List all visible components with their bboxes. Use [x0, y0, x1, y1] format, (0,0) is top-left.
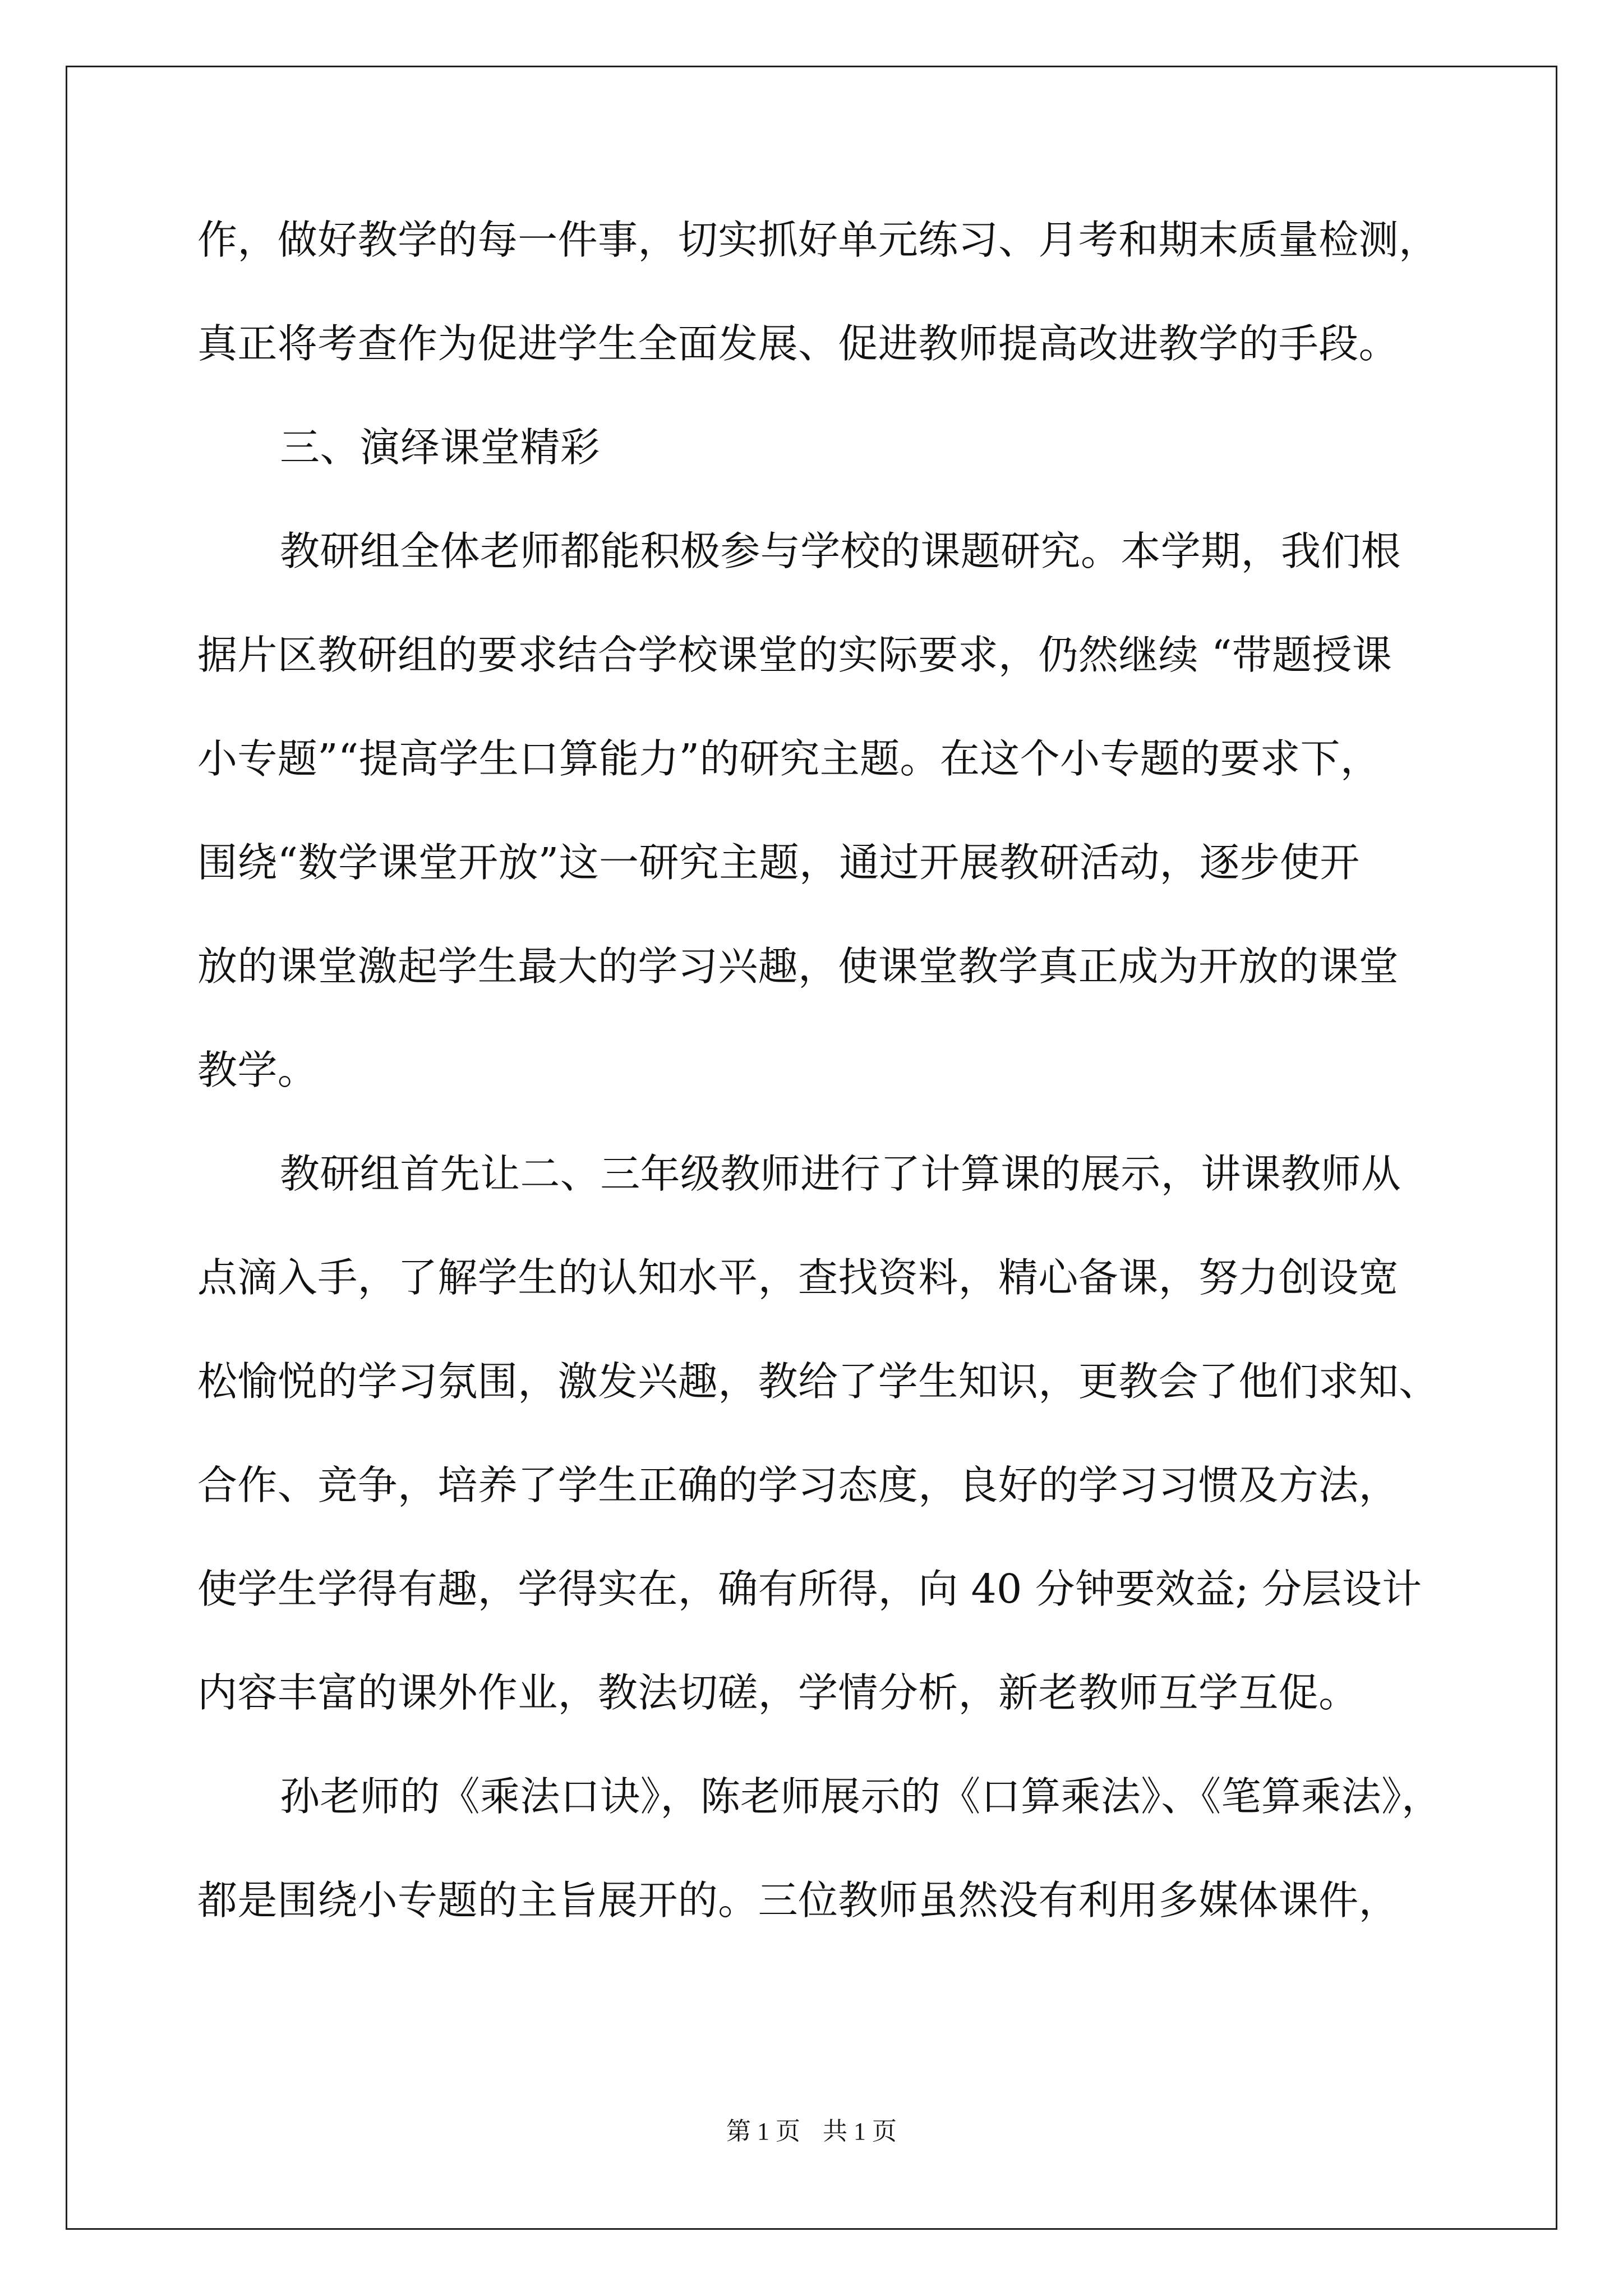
text-line: 教学。 — [197, 1047, 318, 1093]
text-line: 孙老师的《乘法口诀》，陈老师展示的《口算乘法》、《笔算乘法》， — [280, 1773, 1442, 1820]
page-total: 共 1 页 — [823, 2118, 897, 2145]
text-line: 放的课堂激起学生最大的学习兴趣，使课堂教学真正成为开放的课堂 — [197, 943, 1399, 990]
text-line: 都是围绕小专题的主旨展开的。三位教师虽然没有利用多媒体课件， — [197, 1877, 1399, 1924]
page-footer — [0, 2115, 1623, 2148]
text-line: 真正将考查作为促进学生全面发展、促进教师提高改进教学的手段。 — [197, 320, 1399, 367]
text-line: 据片区教研组的要求结合学校课堂的实际要求，仍然继续 “带题授课 — [197, 632, 1393, 678]
text-line: 使学生学得有趣，学得实在，确有所得，向 40 分钟要效益; 分层设计 — [197, 1566, 1422, 1612]
text-line: 作，做好教学的每一件事，切实抓好单元练习、月考和期末质量检测， — [197, 217, 1439, 263]
text-line: 内容丰富的课外作业，教法切磋，学情分析，新老教师互学互促。 — [197, 1669, 1359, 1716]
text-line: 点滴入手，了解学生的认知水平，查找资料，精心备课，努力创设宽 — [197, 1254, 1399, 1301]
text-line: 松愉悦的学习氛围，激发兴趣，教给了学生知识，更教会了他们求知、 — [197, 1358, 1439, 1405]
text-line: 教研组首先让二、三年级教师进行了计算课的展示，讲课教师从 — [280, 1151, 1401, 1197]
text-line: 围绕“数学课堂开放”这一研究主题，通过开展教研活动，逐步使开 — [197, 839, 1360, 886]
section-heading: 三、演绎课堂精彩 — [280, 424, 601, 471]
document-body — [197, 215, 1442, 1980]
page-number: 第 1 页 — [726, 2118, 800, 2145]
text-line: 合作、竞争，培养了学生正确的学习态度，良好的学习习惯及方法， — [197, 1462, 1399, 1508]
text-line: 教研组全体老师都能积极参与学校的课题研究。本学期，我们根 — [280, 528, 1401, 574]
text-line: 小专题”“提高学生口算能力”的研究主题。在这个小专题的要求下， — [197, 735, 1381, 782]
